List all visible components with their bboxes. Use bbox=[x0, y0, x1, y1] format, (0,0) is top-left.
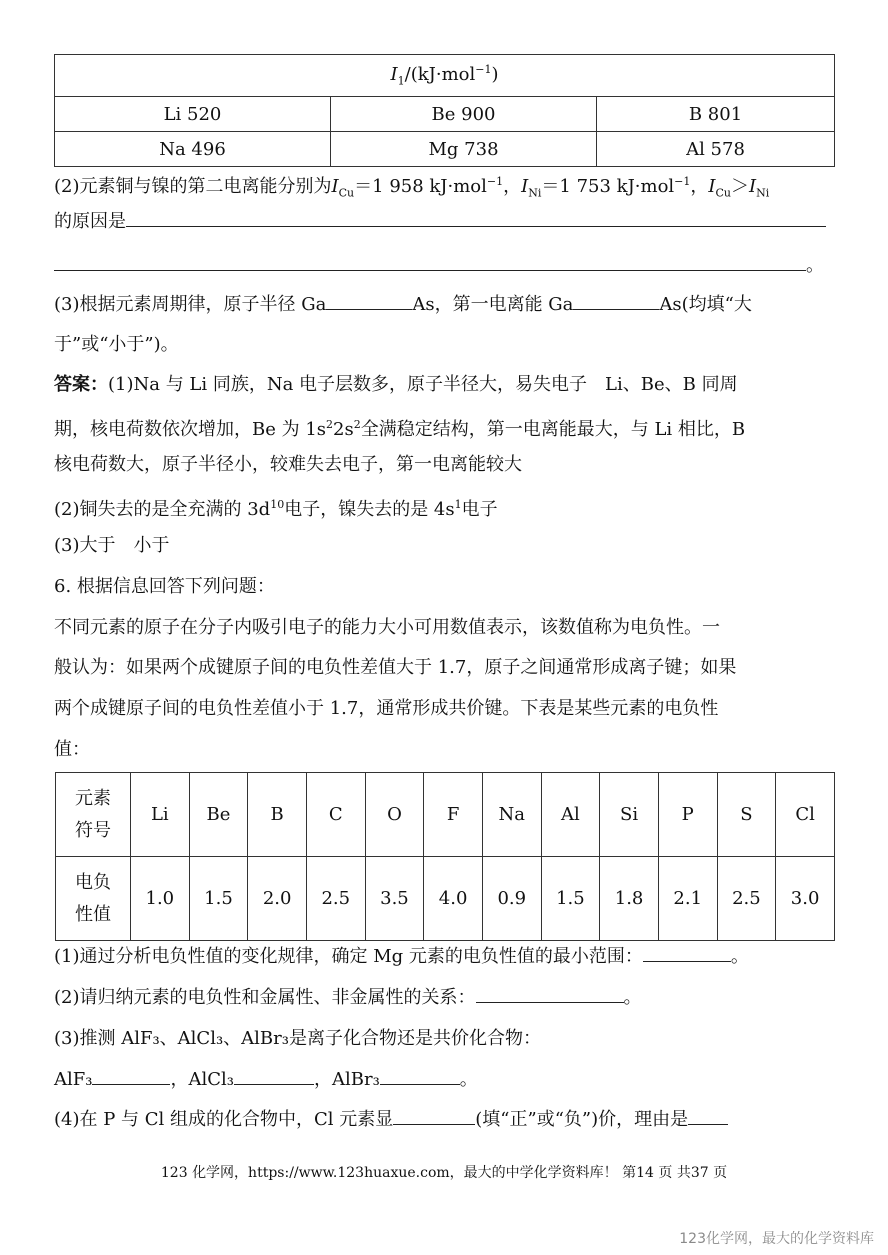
question-2-line-2: 的原因是 bbox=[54, 208, 826, 236]
table-cell: Na 496 bbox=[55, 132, 331, 167]
answer-blank[interactable] bbox=[54, 252, 806, 271]
answer-line-5: (3)大于 小于 bbox=[54, 535, 170, 556]
electronegativity-value: 3.5 bbox=[365, 857, 424, 941]
electronegativity-value: 2.5 bbox=[717, 857, 776, 941]
question-6-paragraph: 般认为：如果两个成键原子间的电负性差值大于 1.7，原子之间通常形成离子键；如果 bbox=[54, 657, 737, 678]
table-cell: Li 520 bbox=[55, 97, 331, 132]
element-symbol: F bbox=[424, 773, 483, 857]
answer-blank[interactable] bbox=[126, 208, 826, 227]
table-cell: Mg 738 bbox=[331, 132, 597, 167]
table-cell: Al 578 bbox=[597, 132, 835, 167]
element-symbol: Cl bbox=[776, 773, 835, 857]
electronegativity-value: 4.0 bbox=[424, 857, 483, 941]
sub-question-1: (1)通过分析电负性值的变化规律，确定 Mg 元素的电负性值的最小范围： 。 bbox=[54, 943, 749, 971]
element-symbol: C bbox=[306, 773, 365, 857]
answer-blank[interactable] bbox=[393, 1106, 475, 1125]
question-2-line-3: 。 bbox=[54, 252, 824, 280]
answer-line-3: 核电荷数大，原子半径小，较难失去电子，第一电离能较大 bbox=[54, 454, 522, 475]
electronegativity-value: 2.0 bbox=[248, 857, 307, 941]
row-label: 电负 性值 bbox=[56, 857, 131, 941]
electronegativity-value: 2.5 bbox=[306, 857, 365, 941]
answer-line-1: 答案：(1)Na 与 Li 同族，Na 电子层数多，原子半径大，易失电子 Li、Be、B 同周 bbox=[54, 374, 738, 395]
answer-blank[interactable] bbox=[476, 984, 624, 1003]
element-symbol: Si bbox=[600, 773, 659, 857]
element-symbol: Na bbox=[482, 773, 541, 857]
answer-blank[interactable] bbox=[326, 291, 412, 310]
sub-question-4: (4)在 P 与 Cl 组成的化合物中，Cl 元素显 (填“正”或“负”)价，理由是 bbox=[54, 1106, 728, 1134]
electronegativity-value: 0.9 bbox=[482, 857, 541, 941]
table-cell: B 801 bbox=[597, 97, 835, 132]
question-6-paragraph: 两个成键原子间的电负性差值小于 1.7，通常形成共价键。下表是某些元素的电负性 bbox=[54, 698, 719, 719]
answer-blank[interactable] bbox=[92, 1066, 170, 1085]
electronegativity-value: 1.8 bbox=[600, 857, 659, 941]
page-footer: 123 化学网，https://www.123huaxue.com，最大的中学化学资料库！ 第14 页 共37 页 bbox=[160, 1165, 728, 1181]
answer-line-2: 期，核电荷数依次增加，Be 为 $1s^22s^2$全满稳定结构，第一电离能最大，与 Li 相比，B bbox=[54, 418, 746, 440]
element-symbol: Li bbox=[131, 773, 190, 857]
element-symbol: S bbox=[717, 773, 776, 857]
element-symbol: Be bbox=[189, 773, 248, 857]
row-label: 元素 符号 bbox=[56, 773, 131, 857]
answer-blank[interactable] bbox=[573, 291, 659, 310]
answer-blank[interactable] bbox=[688, 1106, 728, 1125]
question-6-paragraph: 不同元素的原子在分子内吸引电子的能力大小可用数值表示，该数值称为电负性。一 bbox=[54, 617, 720, 638]
electronegativity-value: 2.1 bbox=[658, 857, 717, 941]
answer-blank[interactable] bbox=[643, 943, 731, 962]
sub-question-2: (2)请归纳元素的电负性和金属性、非金属性的关系： 。 bbox=[54, 984, 642, 1012]
ionization-energy-table bbox=[54, 54, 835, 167]
answer-blank[interactable] bbox=[234, 1066, 314, 1085]
element-symbol: B bbox=[248, 773, 307, 857]
sub-question-3-answers: AlF₃ ，AlCl₃ ，AlBr₃ 。 bbox=[54, 1066, 478, 1094]
table-header: $I_1/(kJ\cdot mol^{-1})$ bbox=[55, 55, 835, 97]
question-3-line-2: 于”或“小于”)。 bbox=[54, 334, 179, 355]
element-symbol: O bbox=[365, 773, 424, 857]
electronegativity-value: 1.5 bbox=[541, 857, 600, 941]
question-6-title: 6. 根据信息回答下列问题： bbox=[54, 576, 275, 597]
element-symbol: Al bbox=[541, 773, 600, 857]
electronegativity-value: 3.0 bbox=[776, 857, 835, 941]
answer-line-4: (2)铜失去的是全充满的 $3d^{10}$电子，镍失去的是 $4s^1$电子 bbox=[54, 498, 498, 520]
sub-question-3: (3)推测 AlF₃、AlCl₃、AlBr₃是离子化合物还是共价化合物： bbox=[54, 1028, 541, 1049]
electronegativity-value: 1.0 bbox=[131, 857, 190, 941]
answer-blank[interactable] bbox=[380, 1066, 460, 1085]
element-symbol: P bbox=[658, 773, 717, 857]
table-cell: Be 900 bbox=[331, 97, 597, 132]
question-6-paragraph: 值： bbox=[54, 739, 90, 760]
electronegativity-value: 1.5 bbox=[189, 857, 248, 941]
question-3-line-1: (3)根据元素周期律，原子半径 Ga As，第一电离能 Ga As(均填“大 bbox=[54, 291, 752, 319]
watermark: 123化学网，最大的化学资料库 bbox=[679, 1231, 874, 1247]
question-2-line-1: (2)元素铜与镍的第二电离能分别为$I_{Cu}=1$ 958 kJ·mol$^{-1}$，$I_{Ni}=1$ 753 kJ·mol$^{-1}$，$I_{Cu}>I_{Ni}$ bbox=[54, 175, 770, 200]
electronegativity-table bbox=[55, 772, 835, 941]
